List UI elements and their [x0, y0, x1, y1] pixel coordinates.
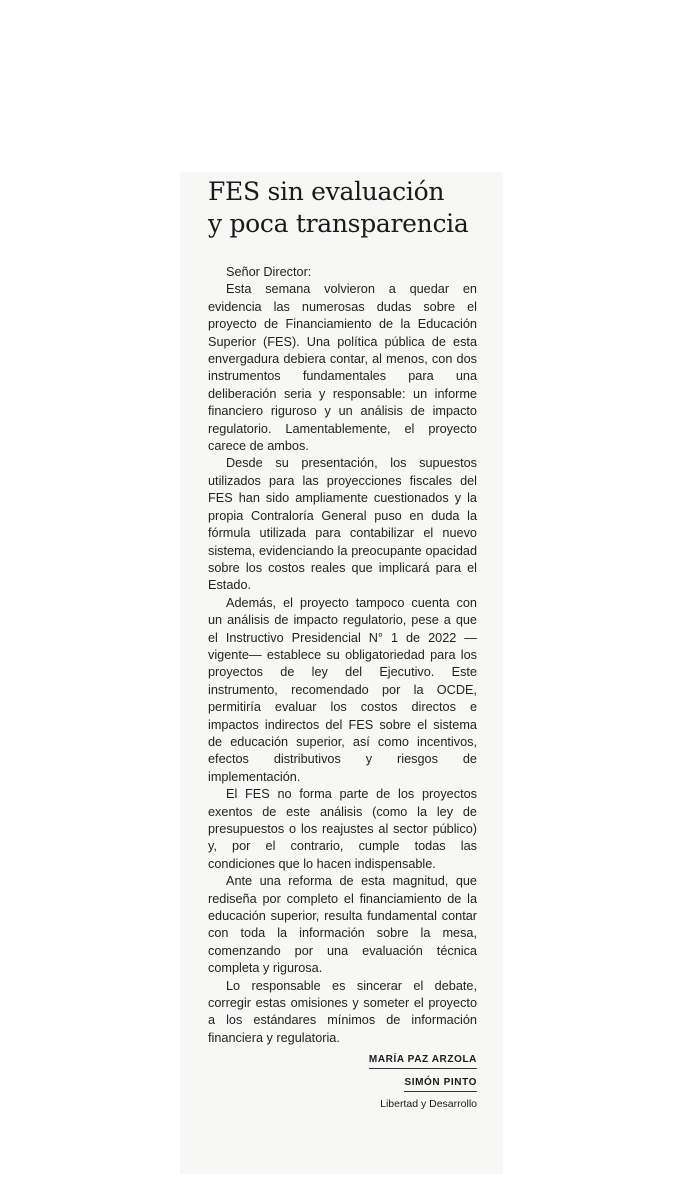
paragraph: Lo responsable es sincerar el debate, corregir estas omisiones y someter el proyecto a los estándares mínimos de información financiera y regulatoria. [208, 978, 477, 1045]
headline-line-2: y poca transparencia [208, 209, 469, 238]
author-name: MARÍA PAZ ARZOLA [369, 1053, 477, 1069]
headline-line-1: FES sin evaluación [208, 177, 445, 206]
paragraph: El FES no forma parte de los proyectos exentos de este análisis (como la ley de presupuestos o los reajustes al sector público) y, por el contrario, cumple todas las condiciones que lo hacen indispensable. [208, 787, 477, 871]
newspaper-clipping [180, 172, 503, 1174]
paragraph: Esta semana volvieron a quedar en evidencia las numerosas dudas sobre el proyecto de Financiamiento de la Educación Superior (FES). Una política pública de esta envergadura debiera contar, al menos, con dos instrumentos fundamentales para una deliberación seria y responsable: un informe financiero riguroso y un análisis de impacto regulatorio. Lamentablemente, el proyecto carece de ambos. [208, 282, 477, 454]
paragraph: Ante una reforma de esta magnitud, que rediseña por completo el financiamiento de la educación superior, resulta fundamental contar con toda la información sobre la mesa, comenzando por una evaluación técnica completa y rigurosa. [208, 874, 477, 976]
paragraph: Además, el proyecto tampoco cuenta con un análisis de impacto regulatorio, pese a que el Instructivo Presidencial N° 1 de 2022 —vigente— establece su obligatoriedad para los proyectos de ley del Ejecutivo. Este instrumento, recomendado por la OCDE, permitiría evaluar los costos directos e impactos indirectos del FES sobre el sistema de educación superior, así como incentivos, efectos distributivos y riesgos de implementación. [208, 595, 477, 784]
paragraph: Desde su presentación, los supuestos utilizados para las proyecciones fiscales del FES han sido ampliamente cuestionados y la propia Contraloría General puso en duda la fórmula utilizada para contabilizar el nuevo sistema, evidenciando la preocupante opacidad sobre los costos reales que implicará para el Estado. [208, 456, 477, 593]
author-name: SIMÓN PINTO [404, 1076, 477, 1092]
letter-body [208, 264, 477, 1047]
byline [208, 1049, 477, 1112]
author-organization: Libertad y Desarrollo [380, 1098, 477, 1111]
headline [208, 176, 477, 240]
salutation: Señor Director: [226, 265, 312, 279]
